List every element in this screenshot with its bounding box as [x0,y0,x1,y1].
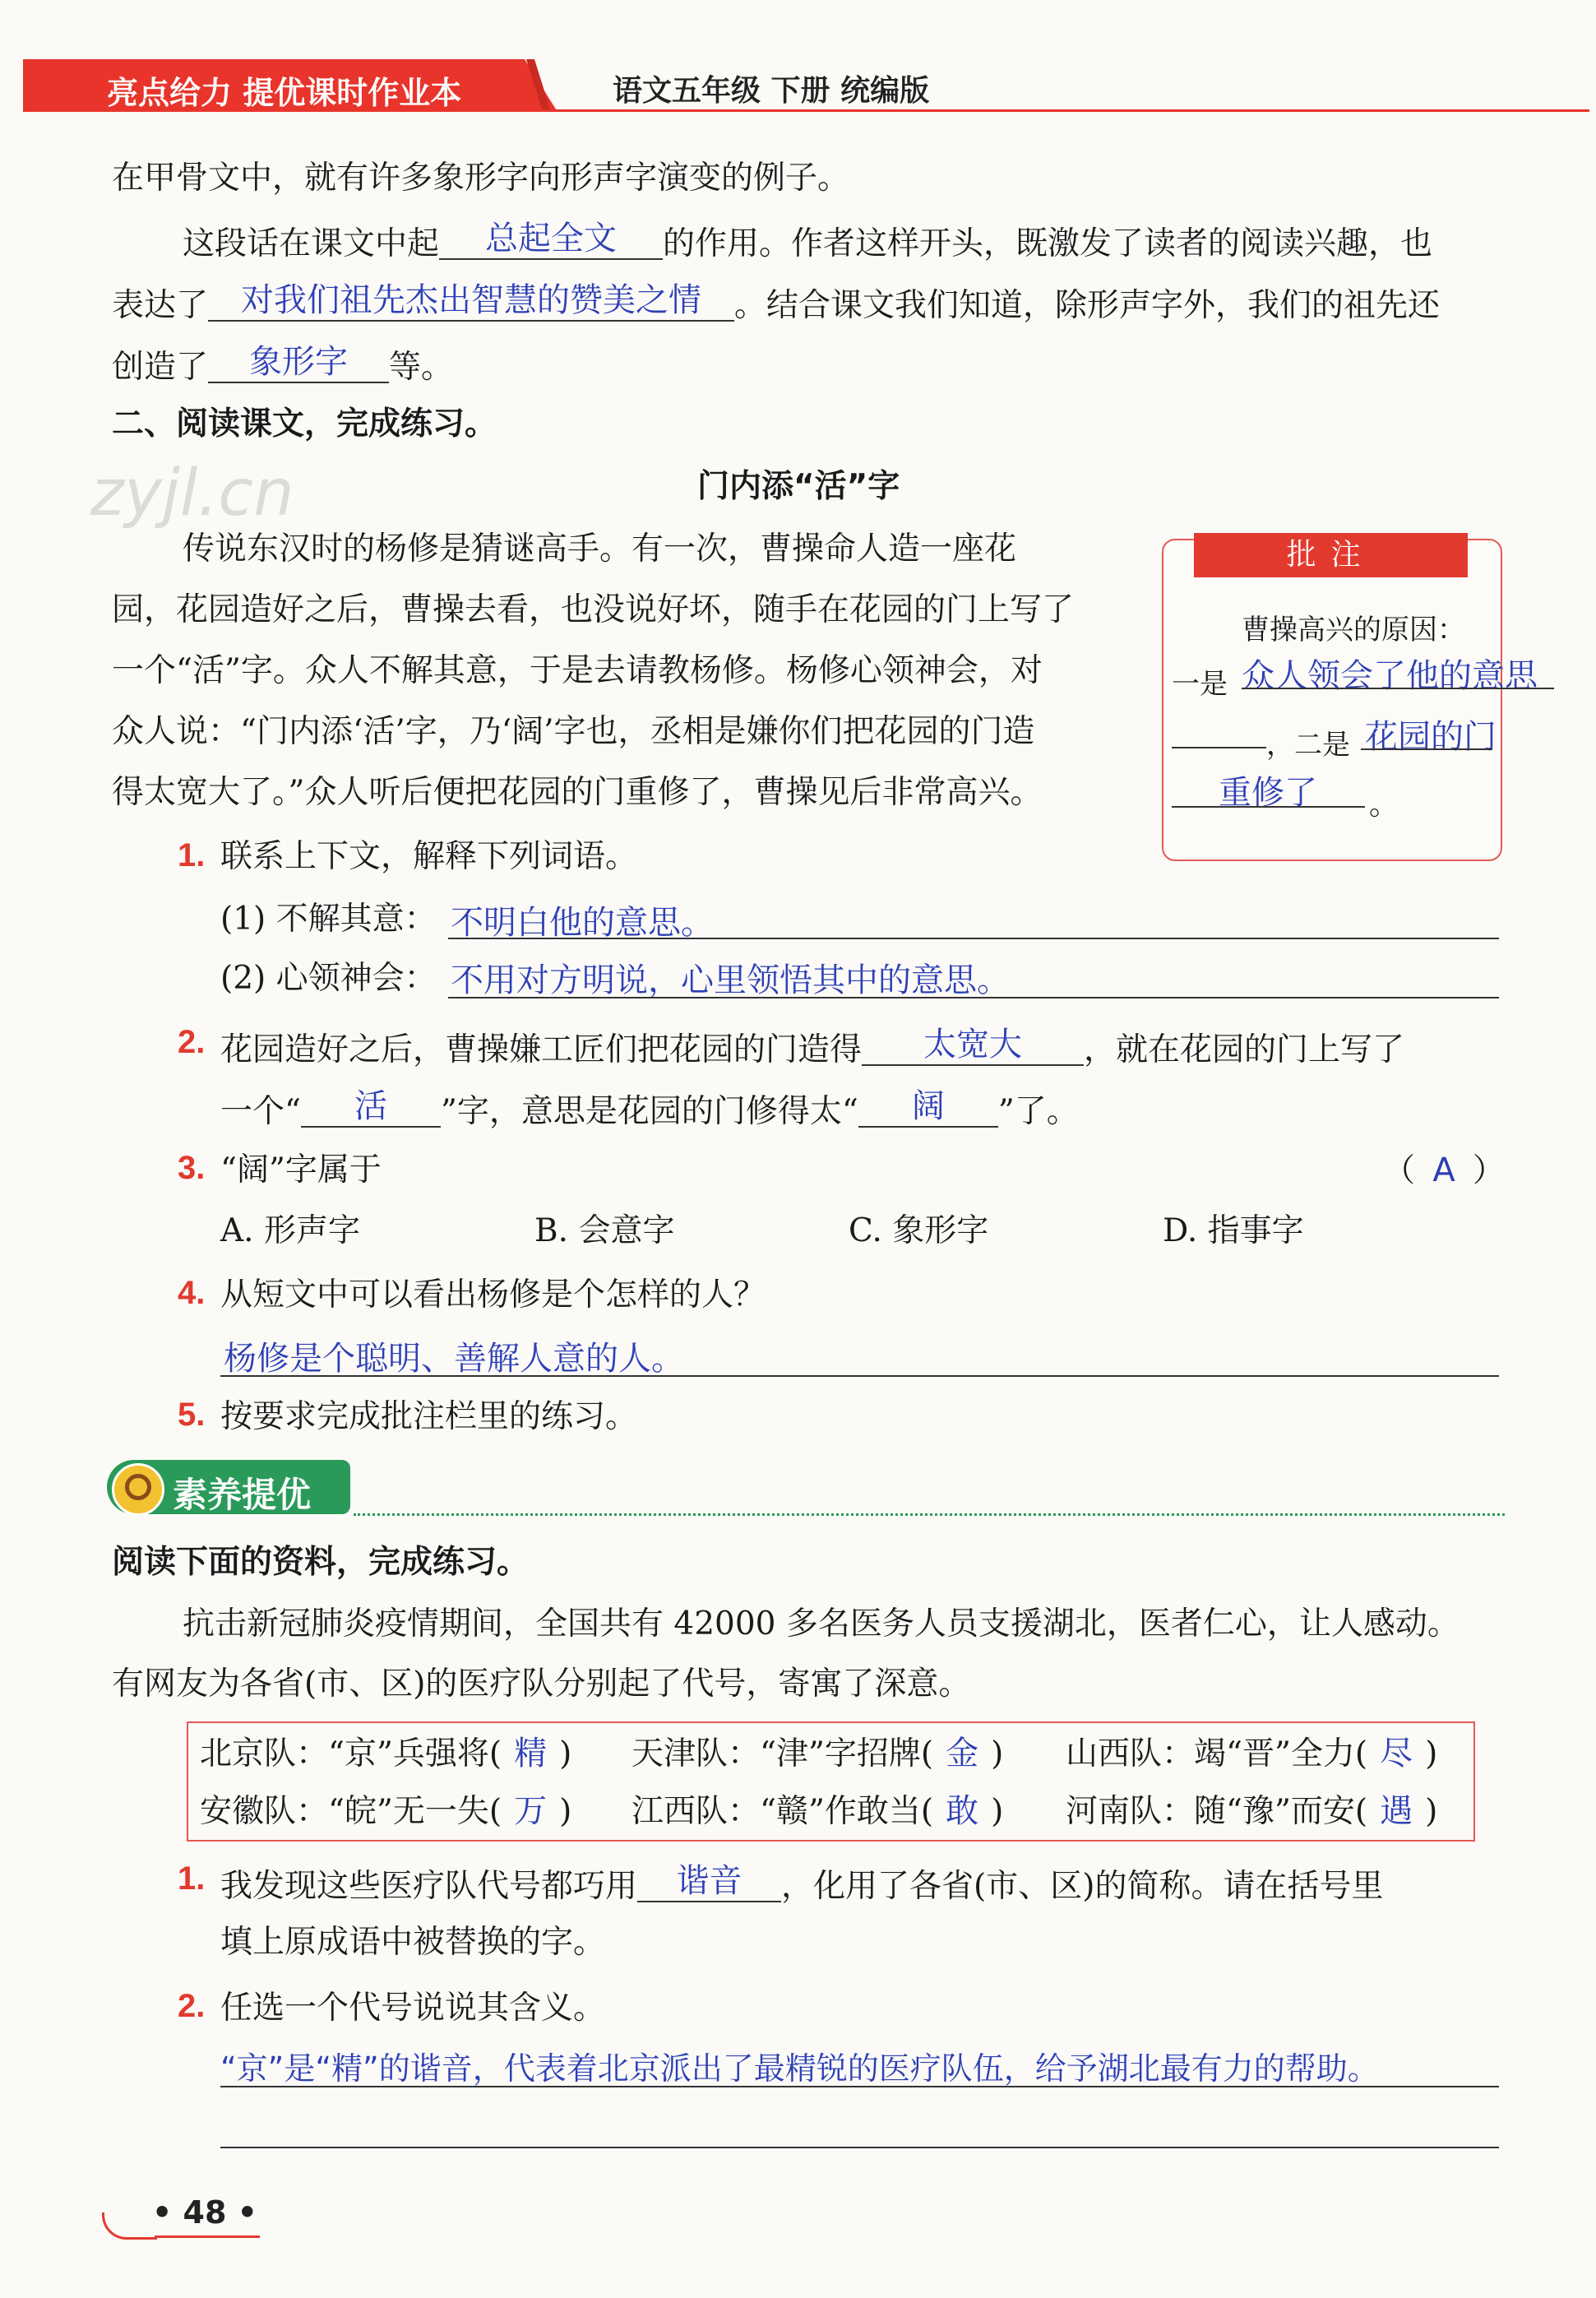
passage-line: 一个“活”字。众人不解其意，于是去请教杨修。杨修心领神会，对 [112,652,1043,689]
question-text: 一个“ 活 ”字，意思是花园的门修得太“ 阔 ”了。 [220,1087,1079,1130]
question-text: 我发现这些医疗队代号都巧用 谐音 ，化用了各省(市、区)的简称。请在括号里 [220,1862,1384,1905]
page-number-swoosh [102,2212,157,2240]
term-answer: 不明白他的意思。 [451,904,714,942]
question-number: 5. [178,1397,206,1433]
answer-line [1242,688,1554,689]
annotation-prompt: 曹操高兴的原因： [1242,614,1465,646]
question-answer: 杨修是个聪明、善解人意的人。 [224,1340,684,1378]
annotation-answer-2a: 花园的门 [1365,718,1497,756]
question-text: 花园造好之后，曹操嫌工匠们把花园的门造得 太宽大 ，就在花园的门上写了 [220,1026,1405,1068]
intro-line-1: 这段话在课文中起 总起全文 的作用。作者这样开头，既激发了读者的阅读兴趣，也 [183,220,1433,262]
section-heading: 阅读下面的资料，完成练习。 [112,1544,530,1581]
passage-line: 得太宽大了。”众人听后便把花园的门重修了，曹操见后非常高兴。 [112,774,1043,811]
material-line: 抗击新冠肺炎疫情期间，全国共有 42000 多名医务人员支援湖北，医者仁心，让人感动。 [183,1605,1460,1642]
passage-line: 众人说：“门内添‘活’字，乃‘阔’字也，丞相是嫌你们把花园的门造 [112,713,1035,750]
passage-title: 门内添“活”字 [697,468,900,505]
question-text: 从短文中可以看出杨修是个怎样的人？ [220,1276,766,1313]
question-number: 2. [178,1024,206,1060]
answer-line [1361,748,1492,750]
answer-blank: 太宽大 [862,1028,1084,1066]
choice-answer: A [1432,1151,1455,1189]
series-title: 亮点给力 提优课时作业本 [107,75,462,111]
question-number: 1. [178,837,206,873]
annotation-answer-2b: 重修了 [1219,774,1317,812]
answer-line [1172,747,1266,748]
page-number: • 48 • [152,2194,257,2231]
choice-paren: （ A ） [1383,1151,1506,1189]
team-code: 北京队：“京”兵强将( 精 ) [200,1735,572,1772]
question-text: 联系上下文，解释下列词语。 [220,838,638,875]
answer-blank: 谐音 [637,1865,781,1902]
term-label: (1) 不解其意： [220,901,437,938]
answer-line [220,1375,1499,1377]
material-line: 有网友为各省(市、区)的医疗队分别起了代号，寄寓了深意。 [112,1666,971,1703]
annotation-end: 。 [1369,788,1399,822]
answer-blank: 总起全文 [439,222,663,260]
question-text: 任选一个代号说说其含义。 [220,1990,606,2027]
annotation-label-two: ，二是 [1266,729,1350,762]
answer-line [220,2086,1499,2087]
intro-line-2: 表达了 对我们祖先杰出智慧的赞美之情 。结合课文我们知道，除形声字外，我们的祖先还 [112,281,1441,324]
team-code: 安徽队：“皖”无一失( 万 ) [200,1792,572,1830]
term-label: (2) 心领神会： [220,960,437,997]
page-number-rule [155,2235,260,2238]
watermark: zyjl.cn [90,456,294,530]
question-number: 4. [178,1275,206,1311]
section-divider [354,1513,1505,1516]
passage-line: 园，花园造好之后，曹操去看，也没说好坏，随手在花园的门上写了 [112,591,1075,628]
team-code: 天津队：“津”字招牌( 金 ) [631,1735,1004,1772]
answer-blank: 对我们祖先杰出智慧的赞美之情 [208,284,734,322]
question-text: 填上原成语中被替换的字。 [220,1924,606,1961]
intro-line-0: 在甲骨文中，就有许多象形字向形声字演变的例子。 [112,160,850,197]
answer-line [448,938,1499,939]
question-number: 3. [178,1150,206,1186]
answer-blank: 阔 [858,1090,998,1128]
term-answer: 不用对方明说，心里领悟其中的意思。 [451,961,1010,999]
option: C. 象形字 [849,1212,989,1249]
team-code: 江西队：“赣”作敢当( 敢 ) [631,1792,1004,1830]
magnifier-lens [125,1474,151,1500]
answer-line [1172,806,1365,808]
team-code: 河南队：随“豫”而安( 遇 ) [1066,1792,1438,1830]
question-number: 1. [178,1860,206,1897]
answer-line [220,2147,1499,2148]
question-answer: “京”是“精”的谐音，代表着北京派出了最精锐的医疗队伍，给予湖北最有力的帮助。 [220,2050,1379,2087]
question-text: “阔”字属于 [220,1151,382,1188]
passage-line: 传说东汉时的杨修是猜谜高手。有一次，曹操命人造一座花 [183,530,1017,568]
answer-line [448,997,1499,998]
question-text: 按要求完成批注栏里的练习。 [220,1398,638,1435]
section-badge-label: 素养提优 [173,1475,312,1515]
book-title: 语文五年级 下册 统编版 [613,74,930,108]
option: B. 会意字 [534,1212,675,1249]
answer-blank: 活 [301,1090,441,1128]
annotation-answer-1: 众人领会了他的意思 [1242,657,1538,695]
intro-line-3: 创造了 象形字 等。 [112,343,454,386]
annotation-title: 批注 [1194,533,1468,577]
annotation-label-one: 一是 [1172,668,1228,701]
section-heading: 二、阅读课文，完成练习。 [112,405,497,442]
question-number: 2. [178,1988,206,2024]
answer-blank: 象形字 [208,345,389,383]
option: A. 形声字 [220,1212,360,1249]
team-code: 山西队：竭“晋”全力( 尽 ) [1066,1735,1438,1772]
option: D. 指事字 [1163,1212,1304,1249]
